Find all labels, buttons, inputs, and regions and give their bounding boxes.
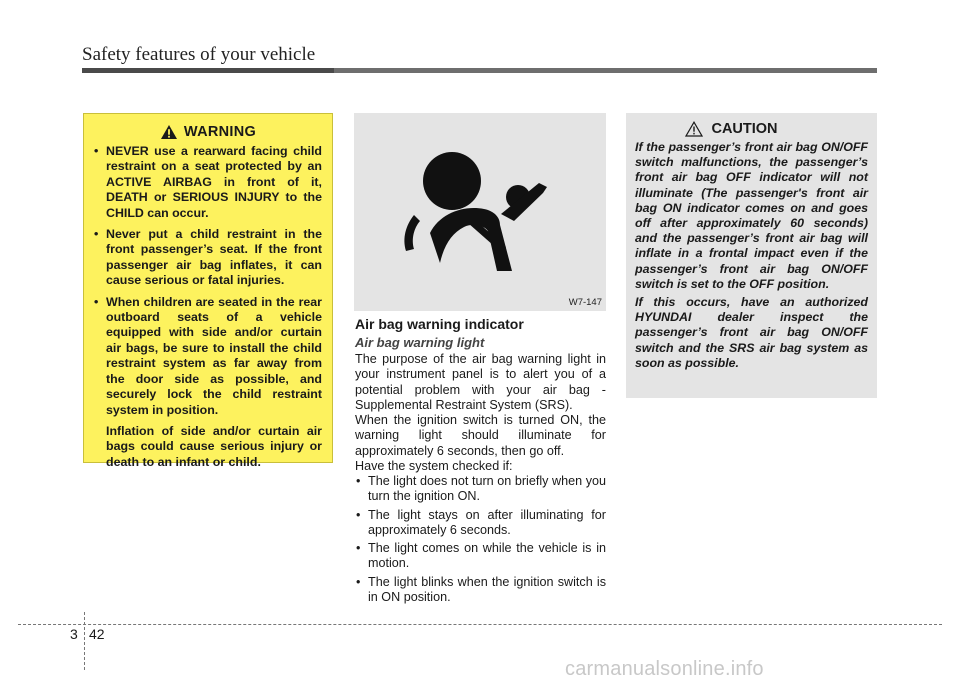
section-body [355,352,606,474]
check-item: • The light blinks when the ignition switch is in ON position. [355,575,606,606]
section-title: Air bag warning indicator [355,316,524,332]
caution-triangle-icon [685,121,703,137]
warning-extra: Inflation of side and/or curtain air bags could cause serious injury or death to an infant or child. [106,423,322,469]
site-watermark[interactable]: carmanualsonline.info [565,658,764,680]
check-item: • The light comes on while the vehicle is in motion. [355,541,606,572]
airbag-figure [354,113,606,311]
section-subtitle: Air bag warning light [355,335,485,350]
warning-item: • NEVER use a rearward facing child restraint on a seat protected by an ACTIVE AIRBAG in front of it, DEATH or SERIOUS INJURY to the CHILD can occur. [94,144,322,221]
body-paragraph: Have the system checked if: [355,459,513,474]
footer-rule [18,624,942,625]
warning-box [83,113,333,469]
warning-heading [94,124,322,140]
body-paragraph: The purpose of the air bag warning light in your instrument panel is to alert you of a potential problem with your air bag - Supplemental Restraint System (SRS). [355,352,606,412]
page-number: 42 [89,626,105,642]
check-item: • The light does not turn on briefly when you turn the ignition ON. [355,474,606,505]
caution-heading [635,121,868,137]
warning-list [94,144,322,418]
check-item: • The light stays on after illuminating for approximately 6 seconds. [355,508,606,539]
warning-triangle-icon [160,124,178,140]
caution-box [626,113,877,398]
warning-item: • Never put a child restraint in the front passenger’s seat. If the front passenger air bag inflates, it can cause serious or fatal injuries. [94,227,322,289]
warning-title: WARNING [183,124,257,140]
page-header-title: Safety features of your vehicle [82,44,316,65]
body-paragraph: When the ignition switch is turned ON, the warning light should illuminate for approximately 6 seconds, then go off. [355,413,606,458]
warning-item: • When children are seated in the rear outboard seats of a vehicle equipped with side and/or curtain air bags, be sure to install the child restraint system as far away from the door side as possible, and securely lock the child restraint system in position. [94,295,322,418]
caution-paragraph: If this occurs, have an authorized HYUNDAI dealer inspect the passenger’s front air bag ON/OFF switch and the SRS air bag system as soon as possible. [635,295,868,370]
caution-paragraph: If the passenger’s front air bag ON/OFF switch malfunctions, the passenger’s front air bag OFF indicator will not illuminate (The passenger's front air bag ON indicator comes on and goes off after approximately 60 seconds) and the passenger’s front air bag will inflate in a frontal impact even if the passenger’s front air bag ON/OFF switch is set to the OFF position. [635,140,868,291]
caution-title: CAUTION [711,121,778,137]
figure-code: W7-147 [568,297,602,308]
check-list [355,474,606,608]
chapter-number: 3 [70,626,78,642]
footer-divider [84,612,85,670]
airbag-warning-icon [354,113,606,311]
header-rule-accent [82,68,334,73]
